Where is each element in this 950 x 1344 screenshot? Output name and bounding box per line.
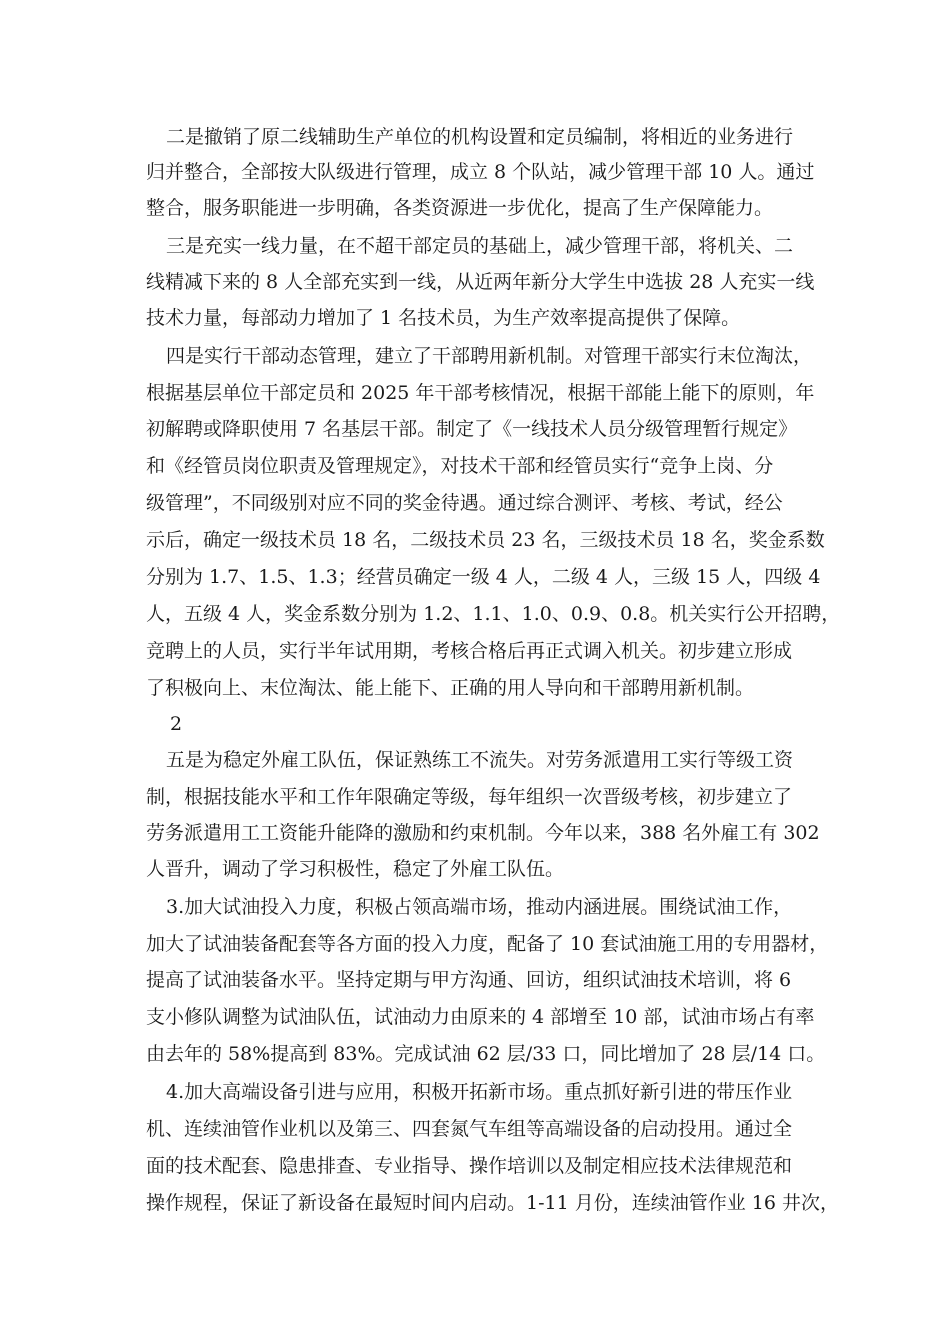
- paragraph-line: 级管理”，不同级别对应不同的奖金待遇。通过综合测评、考核、考试，经公: [146, 492, 783, 514]
- paragraph-line: 归并整合，全部按大队级进行管理，成立 8 个队站，减少管理干部 10 人。通过: [146, 161, 815, 183]
- paragraph-line: 3.加大试油投入力度，积极占领高端市场，推动内涵进展。围绕试油工作，: [166, 896, 793, 918]
- paragraph-line: 制，根据技能水平和工作年限确定等级，每年组织一次晋级考核，初步建立了: [146, 786, 793, 808]
- paragraph-line: 人，五级 4 人，奖金系数分别为 1.2、1.1、1.0、0.9、0.8。机关实行公开招聘，: [146, 603, 841, 625]
- paragraph-line: 整合，服务职能进一步明确，各类资源进一步优化，提高了生产保障能力。: [146, 197, 774, 219]
- paragraph-line: 初解聘或降职使用 7 名基层干部。制定了《一线技术人员分级管理暂行规定》: [146, 418, 798, 440]
- paragraph-line: 二是撤销了原二线辅助生产单位的机构设置和定员编制，将相近的业务进行: [166, 126, 794, 148]
- paragraph-line: 加大了试油装备配套等各方面的投入力度，配备了 10 套试油施工用的专用器材，: [146, 933, 829, 955]
- paragraph-line: 4.加大高端设备引进与应用，积极开拓新市场。重点抓好新引进的带压作业: [166, 1081, 793, 1103]
- paragraph-line: 技术力量，每部动力增加了 1 名技术员，为生产效率提高提供了保障。: [146, 307, 741, 329]
- paragraph-line: 面的技术配套、隐患排查、专业指导、操作培训以及制定相应技术法律规范和: [146, 1155, 793, 1177]
- paragraph-line: 支小修队调整为试油队伍，试油动力由原来的 4 部增至 10 部，试油市场占有率: [146, 1006, 815, 1028]
- paragraph-line: 劳务派遣用工工资能升能降的激励和约束机制。今年以来，388 名外雇工有 302: [146, 822, 820, 844]
- paragraph-line: 五是为稳定外雇工队伍，保证熟练工不流失。对劳务派遣用工实行等级工资: [166, 749, 794, 771]
- paragraph-line: 机、连续油管作业机以及第三、四套氮气车组等高端设备的启动投用。通过全: [146, 1118, 793, 1140]
- paragraph-line: 示后，确定一级技术员 18 名，二级技术员 23 名，三级技术员 18 名，奖金系数: [146, 529, 825, 551]
- paragraph-line: 提高了试油装备水平。坚持定期与甲方沟通、回访，组织试油技术培训，将 6: [146, 969, 792, 991]
- paragraph-line: 了积极向上、末位淘汰、能上能下、正确的用人导向和干部聘用新机制。: [146, 677, 755, 699]
- paragraph-line: 由去年的 58%提高到 83%。完成试油 62 层/33 口，同比增加了 28 层/14 口。: [146, 1043, 826, 1065]
- paragraph-line: 四是实行干部动态管理，建立了干部聘用新机制。对管理干部实行末位淘汰，: [166, 345, 813, 367]
- paragraph-line: 根据基层单位干部定员和 2025 年干部考核情况，根据干部能上能下的原则，年: [146, 382, 815, 404]
- paragraph-line: 分别为 1.7、1.5、1.3；经营员确定一级 4 人，二级 4 人，三级 15 人，四级 4: [146, 566, 821, 588]
- page-number: 2: [170, 713, 183, 735]
- paragraph-line: 和《经管员岗位职责及管理规定》，对技术干部和经管员实行“竞争上岗、分: [146, 455, 774, 477]
- paragraph-line: 人晋升，调动了学习积极性，稳定了外雇工队伍。: [146, 858, 565, 880]
- paragraph-line: 竞聘上的人员，实行半年试用期，考核合格后再正式调入机关。初步建立形成: [146, 640, 793, 662]
- paragraph-line: 三是充实一线力量，在不超干部定员的基础上，减少管理干部，将机关、二: [166, 235, 794, 257]
- paragraph-line: 操作规程，保证了新设备在最短时间内启动。1-11 月份，连续油管作业 16 井次，: [146, 1192, 839, 1214]
- paragraph-line: 线精减下来的 8 人全部充实到一线，从近两年新分大学生中选拔 28 人充实一线: [146, 271, 815, 293]
